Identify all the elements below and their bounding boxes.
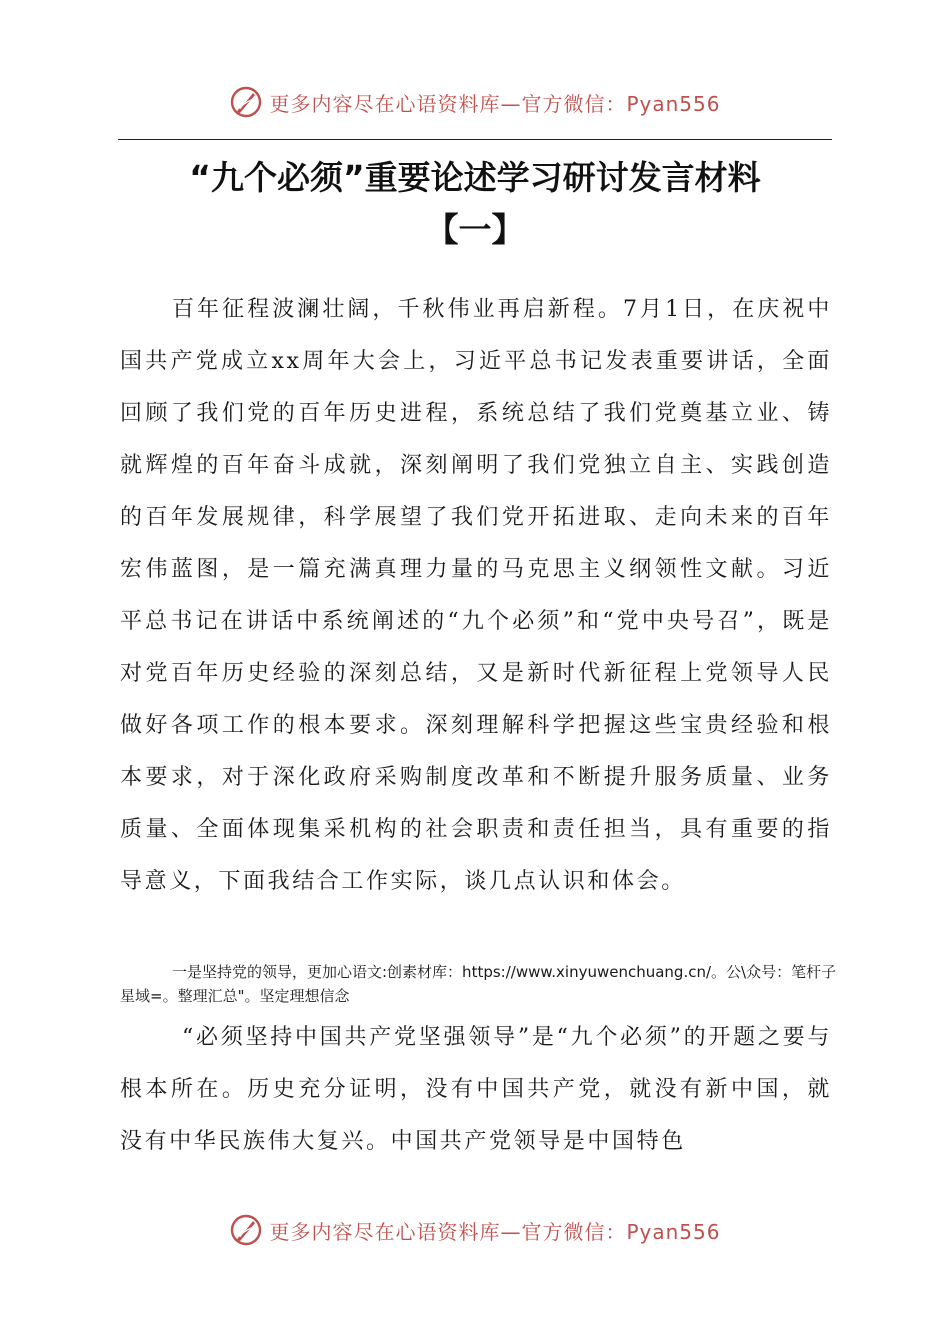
quill-pen-logo-icon bbox=[229, 85, 263, 119]
footer-banner-text: 更多内容尽在心语资料库—官方微信：Pyan556 bbox=[269, 1219, 721, 1244]
quill-pen-logo-icon bbox=[229, 1213, 263, 1247]
document-title bbox=[60, 152, 890, 256]
title-line-1: “九个必须”重要论述学习研讨发言材料 bbox=[189, 158, 761, 197]
body-paragraph-2: “必须坚持中国共产党坚强领导”是“九个必须”的开题之要与根本所在。历史充分证明，没有中国共产党，就没有新中国，就没有中华民族伟大复兴。中国共产党领导是中国特色 bbox=[120, 1025, 832, 1154]
body-paragraph-1: 百年征程波澜壮阔，千秋伟业再启新程。7月1日，在庆祝中国共产党成立xx周年大会上，习近平总书记发表重要讲话，全面回顾了我们党的百年历史进程，系统总结了我们党奠基立业、铸就辉煌的百年奋斗成就，深刻阐明了我们党独立自主、实践创造的百年发展规律，科学展望了我们党开拓进取、走向未来的百年宏伟蓝图，是一篇充满真理力量的马克思主义纲领性文献。习近平总书记在讲话中系统阐述的“九个必须”和“党中央号召”，既是对党百年历史经验的深刻总结，又是新时代新征程上党领导人民做好各项工作的根本要求。深刻理解科学把握这些宝贵经验和根本要求，对于深化政府采购制度改革和不断提升服务质量、业务质量、全面体现集采机构的社会职责和责任担当，具有重要的指导意义，下面我结合工作实际，谈几点认识和体会。 bbox=[120, 297, 832, 894]
header-divider bbox=[118, 139, 832, 140]
section-note: 一是坚持党的领导，更加心语文:创素材库：https://www.xinyuwenchuang.cn/。公\众号：笔杆子星域=。整理汇总"。坚定理想信念 bbox=[120, 963, 837, 1005]
title-line-2: 【一】 bbox=[425, 210, 525, 249]
header-banner bbox=[0, 80, 950, 124]
footer-banner bbox=[0, 1208, 950, 1252]
header-banner-text: 更多内容尽在心语资料库—官方微信：Pyan556 bbox=[269, 91, 721, 116]
